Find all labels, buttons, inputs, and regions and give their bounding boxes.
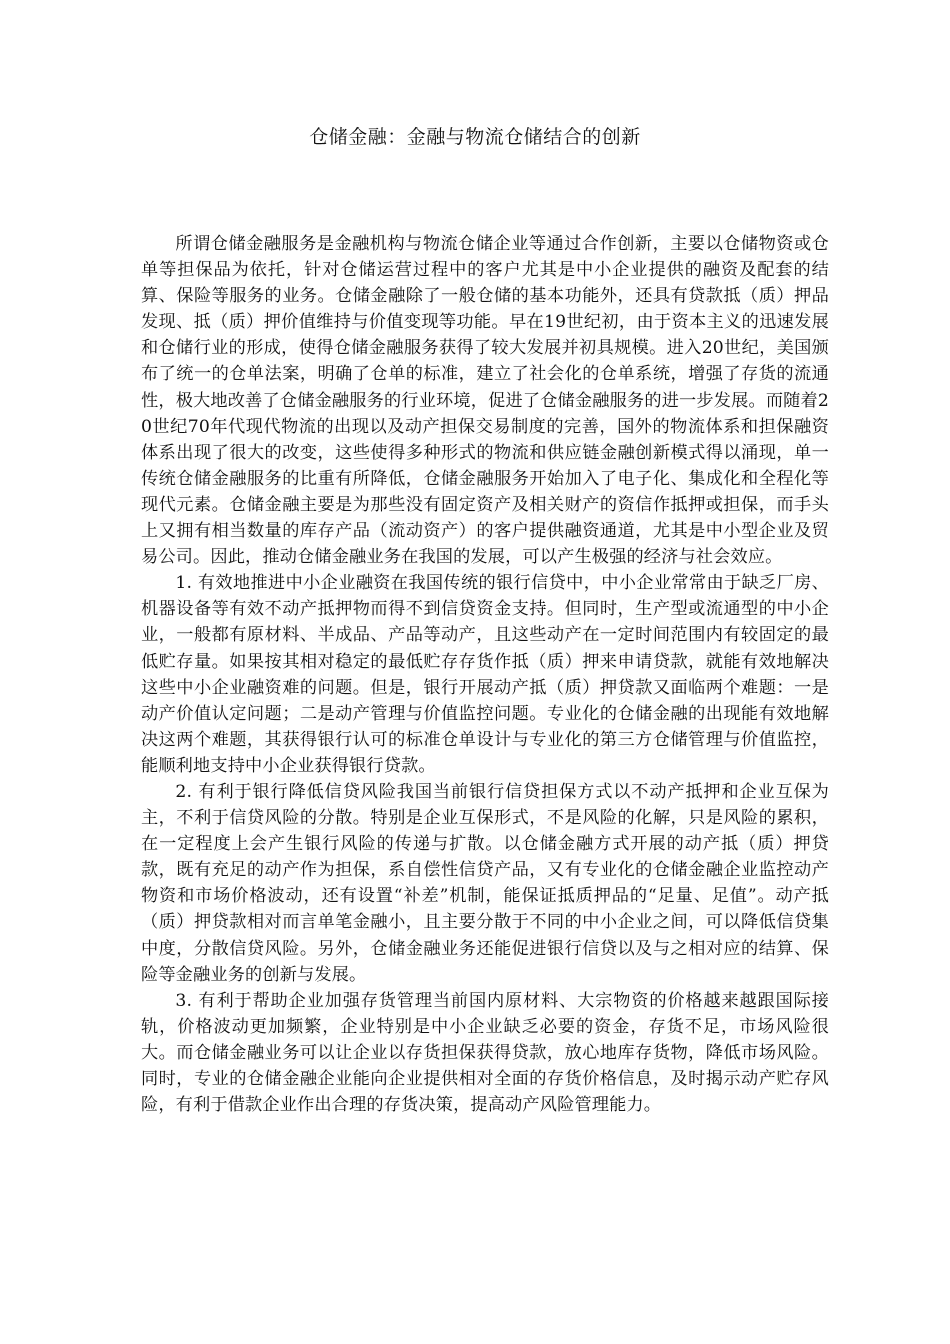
point-2-paragraph: 2. 有利于银行降低信贷风险我国当前银行信贷担保方式以不动产抵押和企业互保为主，不利于信贷风险的分散。特别是企业互保形式，不是风险的化解，只是风险的累积，在一定程度上会产生银行风险的传递与扩散。以仓储金融方式开展的动产抵（质）押贷款，既有充足的动产作为担保，系自偿性信贷产品，又有专业化的仓储金融企业监控动产物资和市场价格波动，还有设置“补差”机制，能保证抵质押品的“足量、足值”。动产抵（质）押贷款相对而言单笔金融小，且主要分散于不同的中小企业之间，可以降低信贷集中度，分散信贷风险。另外，仓储金融业务还能促进银行信贷以及与之相对应的结算、保险等金融业务的创新与发展。	[141, 781, 829, 985]
document-title: 仓储金融：金融与物流仓储结合的创新	[309, 126, 641, 148]
point-1-paragraph: 1. 有效地推进中小企业融资在我国传统的银行信贷中，中小企业常常由于缺乏厂房、机器设备等有效不动产抵押物而得不到信贷资金支持。但同时，生产型或流通型的中小企业，一般都有原材料、半成品、产品等动产，且这些动产在一定时间范围内有较固定的最低贮存量。如果按其相对稳定的最低贮存存货作抵（质）押来申请贷款，就能有效地解决这些中小企业融资难的问题。但是，银行开展动产抵（质）押贷款又面临两个难题：一是动产价值认定问题；二是动产管理与价值监控问题。专业化的仓储金融的出现能有效地解决这两个难题，其获得银行认可的标准仓单设计与专业化的第三方仓储管理与价值监控，能顺利地支持中小企业获得银行贷款。	[141, 573, 829, 776]
intro-paragraph: 所谓仓储金融服务是金融机构与物流仓储企业等通过合作创新，主要以仓储物资或仓单等担保品为依托，针对仓储运营过程中的客户尤其是中小企业提供的融资及配套的结算、保险等服务的业务。仓储金融除了一般仓储的基本功能外，还具有贷款抵（质）押品发现、抵（质）押价值维持与价值变现等功能。早在19世纪初，由于资本主义的迅速发展和仓储行业的形成，使得仓储金融服务获得了较大发展并初具规模。进入20世纪，美国颁布了统一的仓单法案，明确了仓单的标准，建立了社会化的仓单系统，增强了存货的流通性，极大地改善了仓储金融服务的行业环境，促进了仓储金融服务的进一步发展。而随着20世纪70年代现代物流的出现以及动产担保交易制度的完善，国外的物流体系和担保融资体系出现了很大的改变，这些使得多种形式的物流和供应链金融创新模式得以涌现，单一传统仓储金融服务的比重有所降低，仓储金融服务开始加入了电子化、集成化和全程化等现代元素。仓储金融主要是为那些没有固定资产及相关财产的资信作抵押或担保，而手头上又拥有相当数量的库存产品（流动资产）的客户提供融资通道，尤其是中小型企业及贸易公司。因此，推动仓储金融业务在我国的发展，可以产生极强的经济与社会效应。	[141, 234, 829, 568]
point-3-paragraph: 3. 有利于帮助企业加强存货管理当前国内原材料、大宗物资的价格越来越跟国际接轨，价格波动更加频繁，企业特别是中小企业缺乏必要的资金，存货不足，市场风险很大。而仓储金融业务可以让企业以存货担保获得贷款，放心地库存货物，降低市场风险。同时，专业的仓储金融企业能向企业提供相对全面的存货价格信息，及时揭示动产贮存风险，有利于借款企业作出合理的存货决策，提高动产风险管理能力。	[141, 990, 829, 1116]
document-body	[141, 231, 829, 1118]
